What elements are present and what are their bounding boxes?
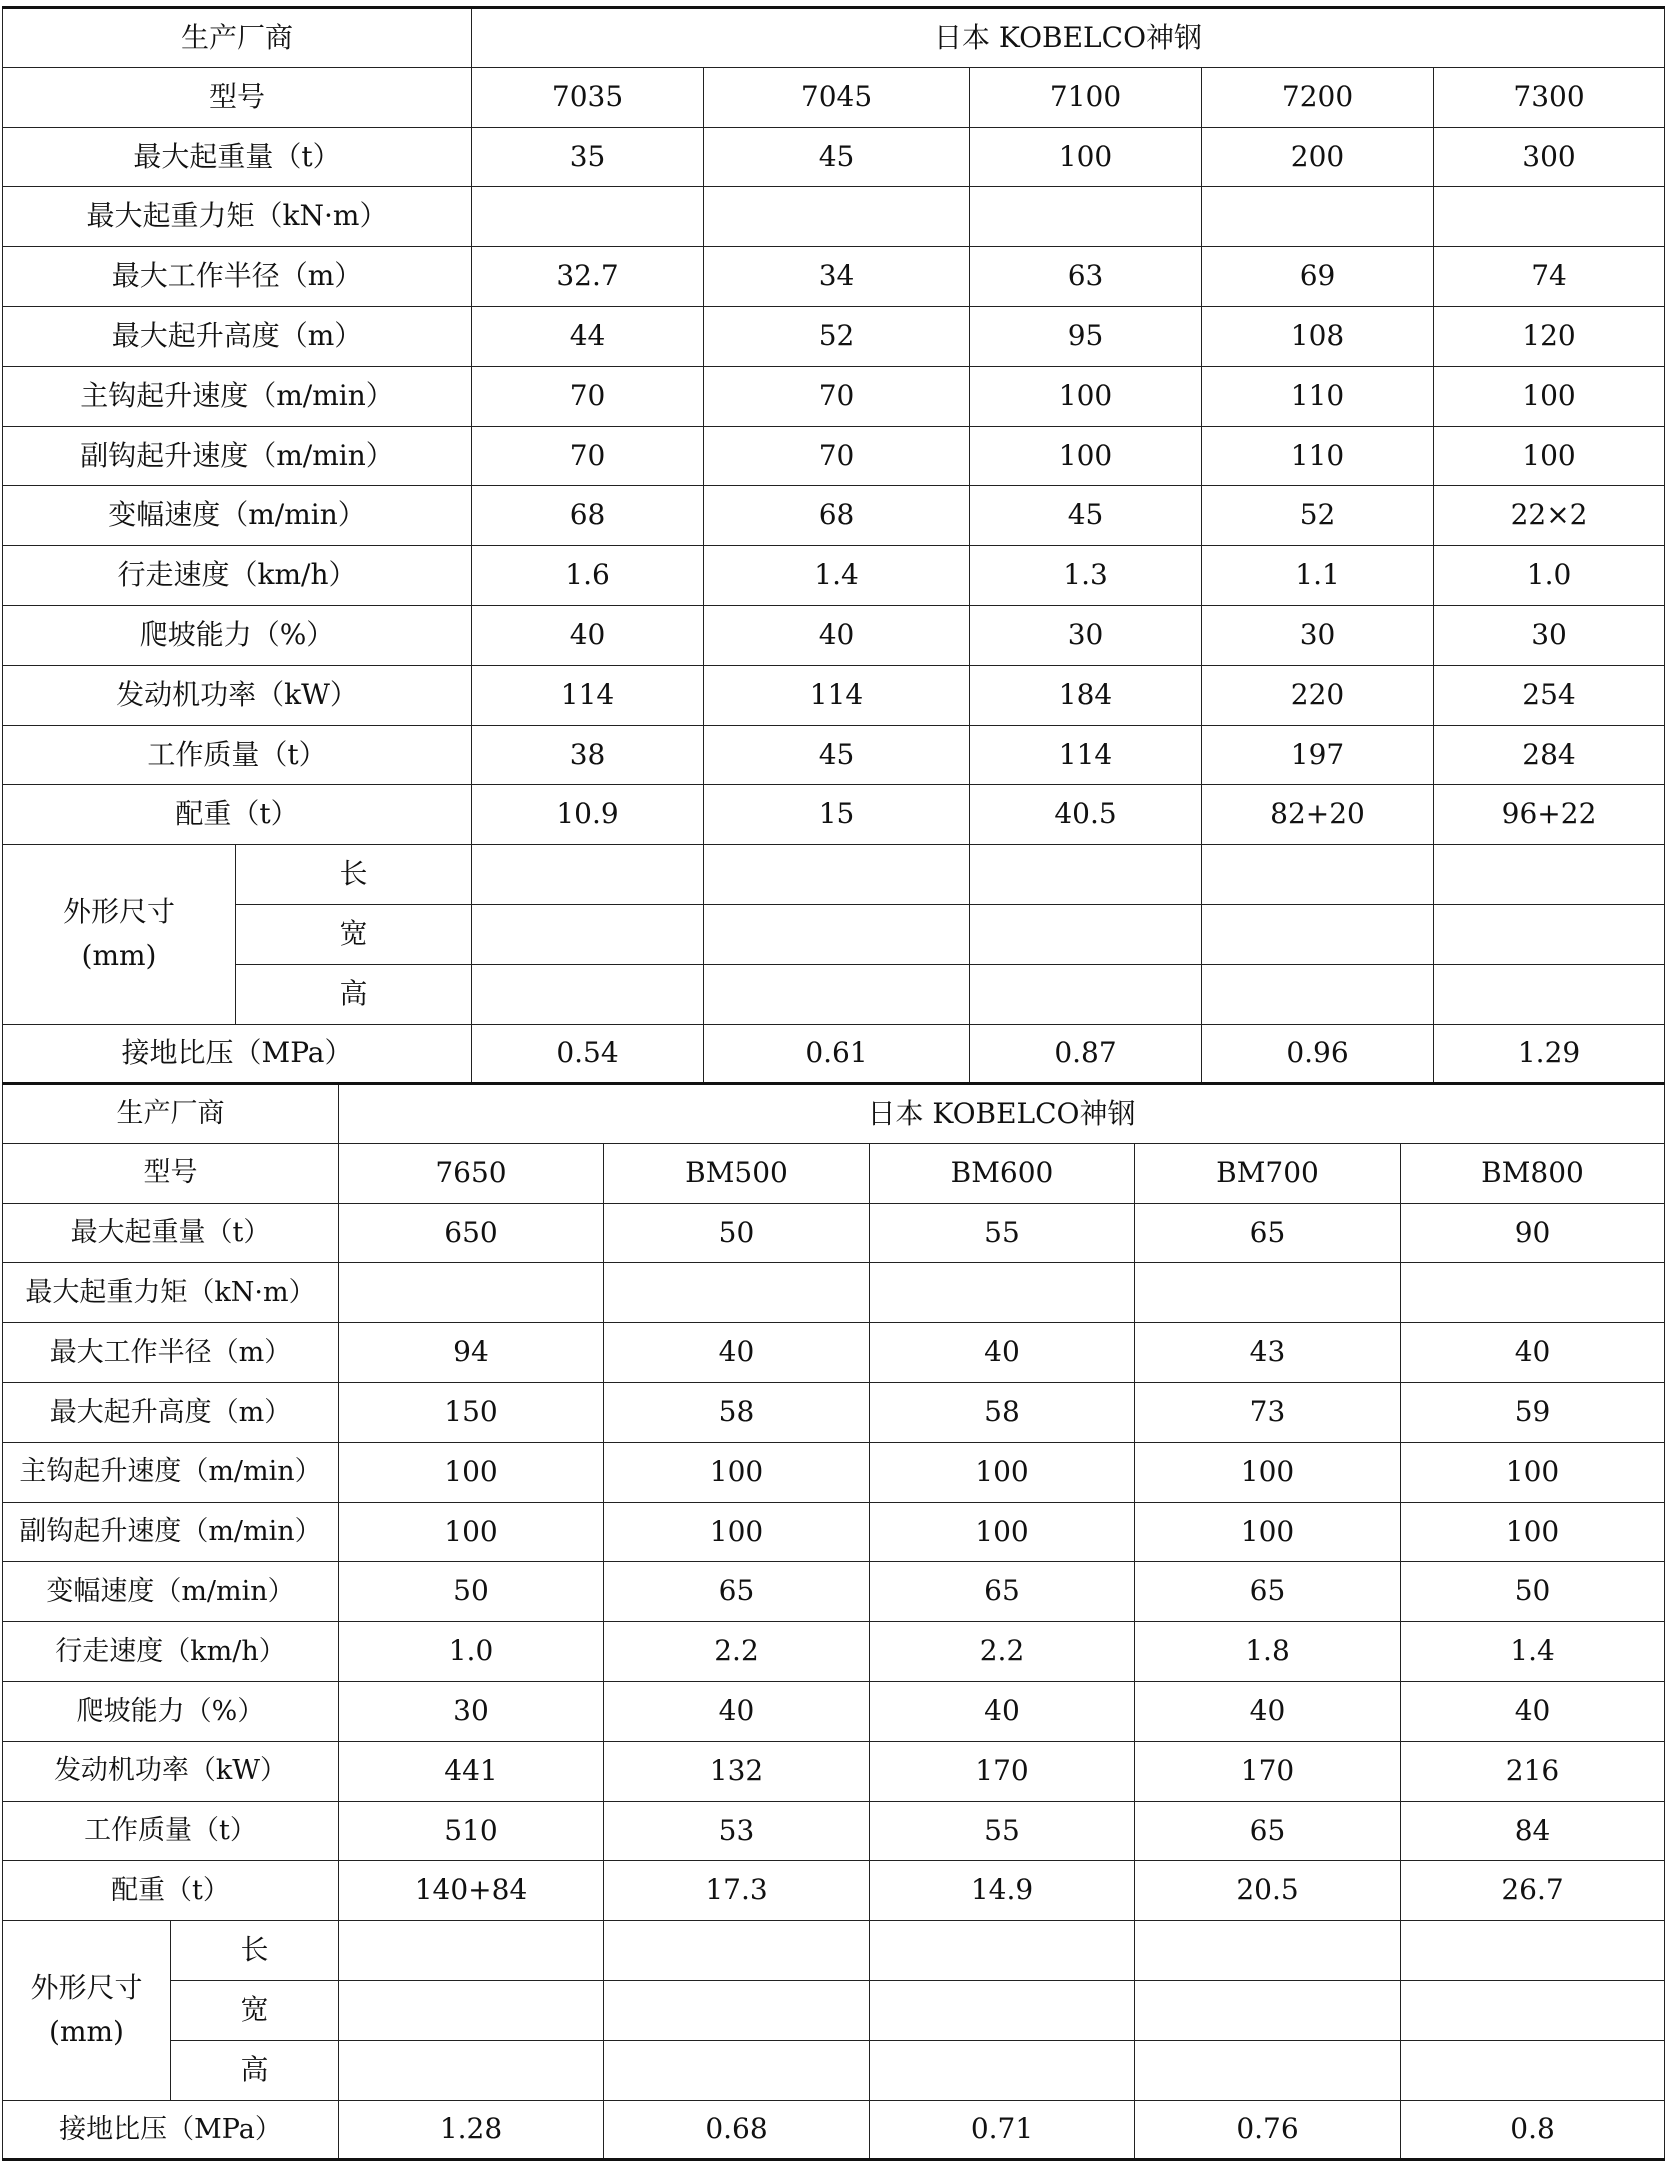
dimensions-unit: (mm) bbox=[81, 939, 157, 973]
dimension-sub-label: 长 bbox=[171, 1921, 339, 1981]
table-row bbox=[3, 1801, 1665, 1861]
manufacturer-label: 生产厂商 bbox=[3, 8, 472, 68]
model-cell: 7035 bbox=[472, 67, 704, 127]
table-row bbox=[3, 1203, 1665, 1263]
value-cell: 100 bbox=[339, 1502, 604, 1562]
row-label: 最大工作半径（m） bbox=[3, 1323, 339, 1383]
row-label: 变幅速度（m/min） bbox=[3, 1562, 339, 1622]
model-row bbox=[3, 1143, 1665, 1203]
table-row bbox=[3, 1442, 1665, 1502]
row-label: 发动机功率（kW） bbox=[3, 665, 472, 725]
value-cell: 150 bbox=[339, 1382, 604, 1442]
value-cell bbox=[1202, 964, 1434, 1024]
value-cell: 100 bbox=[1434, 426, 1665, 486]
value-cell: 10.9 bbox=[472, 785, 704, 845]
value-cell: 70 bbox=[704, 426, 970, 486]
table-row bbox=[3, 1861, 1665, 1921]
value-cell: 0.8 bbox=[1401, 2100, 1665, 2160]
table-body bbox=[3, 8, 1665, 1084]
dimension-row bbox=[3, 1980, 1665, 2040]
value-cell bbox=[604, 1980, 870, 2040]
value-cell: 53 bbox=[604, 1801, 870, 1861]
value-cell: 170 bbox=[870, 1741, 1135, 1801]
value-cell: 50 bbox=[1401, 1562, 1665, 1622]
model-label: 型号 bbox=[3, 1143, 339, 1203]
value-cell: 100 bbox=[1401, 1442, 1665, 1502]
value-cell bbox=[339, 1263, 604, 1323]
value-cell: 100 bbox=[604, 1442, 870, 1502]
value-cell: 30 bbox=[1434, 605, 1665, 665]
model-cell: 7045 bbox=[704, 67, 970, 127]
model-row bbox=[3, 67, 1665, 127]
value-cell bbox=[870, 1980, 1135, 2040]
row-label: 最大起重力矩（kN·m） bbox=[3, 187, 472, 247]
value-cell bbox=[604, 1921, 870, 1981]
value-cell: 100 bbox=[970, 366, 1202, 426]
value-cell: 22×2 bbox=[1434, 486, 1665, 546]
table-row bbox=[3, 1382, 1665, 1442]
table-body bbox=[3, 1084, 1665, 2160]
value-cell: 108 bbox=[1202, 306, 1434, 366]
row-label: 工作质量（t） bbox=[3, 725, 472, 785]
value-cell: 0.54 bbox=[472, 1024, 704, 1084]
value-cell: 1.6 bbox=[472, 546, 704, 606]
value-cell: 184 bbox=[970, 665, 1202, 725]
value-cell: 43 bbox=[1135, 1323, 1401, 1383]
value-cell: 26.7 bbox=[1401, 1861, 1665, 1921]
value-cell: 284 bbox=[1434, 725, 1665, 785]
value-cell: 70 bbox=[472, 426, 704, 486]
value-cell: 216 bbox=[1401, 1741, 1665, 1801]
value-cell bbox=[472, 845, 704, 905]
pressure-row bbox=[3, 2100, 1665, 2160]
dimension-sub-label: 宽 bbox=[236, 904, 472, 964]
row-label: 行走速度（km/h） bbox=[3, 1622, 339, 1682]
value-cell: 40 bbox=[1401, 1681, 1665, 1741]
table-row bbox=[3, 247, 1665, 307]
value-cell: 441 bbox=[339, 1741, 604, 1801]
table-row bbox=[3, 426, 1665, 486]
value-cell: 1.29 bbox=[1434, 1024, 1665, 1084]
dimension-sub-label: 宽 bbox=[171, 1980, 339, 2040]
value-cell bbox=[970, 845, 1202, 905]
table-row bbox=[3, 665, 1665, 725]
value-cell: 2.2 bbox=[870, 1622, 1135, 1682]
dimension-row bbox=[3, 845, 1665, 905]
value-cell: 100 bbox=[339, 1442, 604, 1502]
value-cell: 65 bbox=[604, 1562, 870, 1622]
value-cell: 510 bbox=[339, 1801, 604, 1861]
value-cell: 40 bbox=[604, 1323, 870, 1383]
model-cell: BM500 bbox=[604, 1143, 870, 1203]
value-cell: 73 bbox=[1135, 1382, 1401, 1442]
value-cell: 40 bbox=[1401, 1323, 1665, 1383]
value-cell: 44 bbox=[472, 306, 704, 366]
manufacturer-row bbox=[3, 1084, 1665, 1144]
value-cell: 52 bbox=[704, 306, 970, 366]
value-cell: 0.71 bbox=[870, 2100, 1135, 2160]
manufacturer-label: 生产厂商 bbox=[3, 1084, 339, 1144]
pressure-label: 接地比压（MPa） bbox=[3, 2100, 339, 2160]
value-cell: 14.9 bbox=[870, 1861, 1135, 1921]
row-label: 最大工作半径（m） bbox=[3, 247, 472, 307]
table-row bbox=[3, 546, 1665, 606]
value-cell: 70 bbox=[704, 366, 970, 426]
value-cell: 1.0 bbox=[1434, 546, 1665, 606]
value-cell: 96+22 bbox=[1434, 785, 1665, 845]
value-cell bbox=[1401, 1980, 1665, 2040]
value-cell bbox=[1135, 1263, 1401, 1323]
value-cell bbox=[604, 1263, 870, 1323]
row-label: 发动机功率（kW） bbox=[3, 1741, 339, 1801]
value-cell: 68 bbox=[704, 486, 970, 546]
value-cell: 58 bbox=[604, 1382, 870, 1442]
value-cell bbox=[970, 964, 1202, 1024]
row-label: 配重（t） bbox=[3, 1861, 339, 1921]
model-cell: BM700 bbox=[1135, 1143, 1401, 1203]
value-cell: 50 bbox=[604, 1203, 870, 1263]
value-cell: 40 bbox=[704, 605, 970, 665]
value-cell: 34 bbox=[704, 247, 970, 307]
value-cell bbox=[1434, 187, 1665, 247]
value-cell: 114 bbox=[472, 665, 704, 725]
value-cell: 114 bbox=[970, 725, 1202, 785]
value-cell: 55 bbox=[870, 1203, 1135, 1263]
table-row bbox=[3, 725, 1665, 785]
row-label: 最大起升高度（m） bbox=[3, 1382, 339, 1442]
value-cell bbox=[1434, 904, 1665, 964]
value-cell: 254 bbox=[1434, 665, 1665, 725]
value-cell: 30 bbox=[970, 605, 1202, 665]
value-cell: 100 bbox=[1401, 1502, 1665, 1562]
value-cell: 110 bbox=[1202, 366, 1434, 426]
value-cell: 52 bbox=[1202, 486, 1434, 546]
value-cell: 94 bbox=[339, 1323, 604, 1383]
value-cell: 74 bbox=[1434, 247, 1665, 307]
value-cell: 197 bbox=[1202, 725, 1434, 785]
value-cell: 140+84 bbox=[339, 1861, 604, 1921]
table-row bbox=[3, 1681, 1665, 1741]
value-cell: 69 bbox=[1202, 247, 1434, 307]
value-cell: 40 bbox=[870, 1323, 1135, 1383]
value-cell bbox=[1434, 964, 1665, 1024]
value-cell: 30 bbox=[339, 1681, 604, 1741]
row-label: 副钩起升速度（m/min） bbox=[3, 1502, 339, 1562]
dimension-row bbox=[3, 1921, 1665, 1981]
value-cell: 0.68 bbox=[604, 2100, 870, 2160]
value-cell: 114 bbox=[704, 665, 970, 725]
value-cell: 200 bbox=[1202, 127, 1434, 187]
dimension-sub-label: 长 bbox=[236, 845, 472, 905]
value-cell: 170 bbox=[1135, 1741, 1401, 1801]
row-label: 变幅速度（m/min） bbox=[3, 486, 472, 546]
dimensions-label bbox=[3, 1921, 171, 2100]
value-cell: 40 bbox=[472, 605, 704, 665]
value-cell: 100 bbox=[1434, 366, 1665, 426]
table-row bbox=[3, 605, 1665, 665]
dimensions-label bbox=[3, 845, 236, 1024]
value-cell bbox=[339, 1921, 604, 1981]
row-label: 最大起升高度（m） bbox=[3, 306, 472, 366]
value-cell: 1.0 bbox=[339, 1622, 604, 1682]
model-cell: 7300 bbox=[1434, 67, 1665, 127]
value-cell: 65 bbox=[1135, 1562, 1401, 1622]
value-cell: 0.61 bbox=[704, 1024, 970, 1084]
value-cell bbox=[1135, 1980, 1401, 2040]
value-cell: 55 bbox=[870, 1801, 1135, 1861]
dimensions-unit: (mm) bbox=[49, 2015, 124, 2049]
model-cell: 7100 bbox=[970, 67, 1202, 127]
value-cell bbox=[704, 964, 970, 1024]
value-cell: 40 bbox=[604, 1681, 870, 1741]
value-cell: 120 bbox=[1434, 306, 1665, 366]
value-cell: 84 bbox=[1401, 1801, 1665, 1861]
value-cell bbox=[704, 187, 970, 247]
value-cell bbox=[1202, 904, 1434, 964]
value-cell: 65 bbox=[1135, 1801, 1401, 1861]
value-cell: 1.1 bbox=[1202, 546, 1434, 606]
value-cell bbox=[1135, 2040, 1401, 2100]
dimension-sub-label: 高 bbox=[171, 2040, 339, 2100]
value-cell: 63 bbox=[970, 247, 1202, 307]
value-cell: 59 bbox=[1401, 1382, 1665, 1442]
table-row bbox=[3, 1622, 1665, 1682]
dimension-row bbox=[3, 904, 1665, 964]
value-cell: 0.87 bbox=[970, 1024, 1202, 1084]
value-cell: 220 bbox=[1202, 665, 1434, 725]
value-cell: 40 bbox=[1135, 1681, 1401, 1741]
row-label: 最大起重量（t） bbox=[3, 1203, 339, 1263]
value-cell: 15 bbox=[704, 785, 970, 845]
value-cell: 17.3 bbox=[604, 1861, 870, 1921]
table-row bbox=[3, 1323, 1665, 1383]
value-cell bbox=[339, 2040, 604, 2100]
value-cell: 45 bbox=[970, 486, 1202, 546]
crane-spec-table-2 bbox=[2, 1082, 1665, 2161]
value-cell: 58 bbox=[870, 1382, 1135, 1442]
value-cell: 35 bbox=[472, 127, 704, 187]
value-cell bbox=[1202, 187, 1434, 247]
pressure-label: 接地比压（MPa） bbox=[3, 1024, 472, 1084]
value-cell: 32.7 bbox=[472, 247, 704, 307]
table-row bbox=[3, 127, 1665, 187]
value-cell bbox=[704, 904, 970, 964]
model-label: 型号 bbox=[3, 67, 472, 127]
value-cell bbox=[604, 2040, 870, 2100]
dimension-row bbox=[3, 964, 1665, 1024]
value-cell bbox=[870, 1263, 1135, 1323]
manufacturer-name: 日本 KOBELCO神钢 bbox=[339, 1084, 1665, 1144]
crane-spec-table-1 bbox=[2, 6, 1665, 1085]
row-label: 最大起重量（t） bbox=[3, 127, 472, 187]
value-cell: 100 bbox=[870, 1502, 1135, 1562]
value-cell: 100 bbox=[604, 1502, 870, 1562]
value-cell: 100 bbox=[1135, 1442, 1401, 1502]
value-cell: 110 bbox=[1202, 426, 1434, 486]
table-row bbox=[3, 187, 1665, 247]
value-cell: 45 bbox=[704, 127, 970, 187]
value-cell: 100 bbox=[970, 426, 1202, 486]
value-cell: 132 bbox=[604, 1741, 870, 1801]
value-cell bbox=[970, 904, 1202, 964]
value-cell: 100 bbox=[870, 1442, 1135, 1502]
table-row bbox=[3, 1263, 1665, 1323]
value-cell: 65 bbox=[870, 1562, 1135, 1622]
dimensions-title: 外形尺寸 bbox=[30, 1970, 143, 2004]
value-cell bbox=[472, 187, 704, 247]
value-cell: 65 bbox=[1135, 1203, 1401, 1263]
value-cell bbox=[472, 964, 704, 1024]
value-cell: 20.5 bbox=[1135, 1861, 1401, 1921]
value-cell bbox=[870, 1921, 1135, 1981]
value-cell: 45 bbox=[704, 725, 970, 785]
row-label: 主钩起升速度（m/min） bbox=[3, 1442, 339, 1502]
value-cell: 0.76 bbox=[1135, 2100, 1401, 2160]
value-cell bbox=[704, 845, 970, 905]
value-cell bbox=[1434, 845, 1665, 905]
value-cell: 1.4 bbox=[704, 546, 970, 606]
dimensions-title: 外形尺寸 bbox=[62, 894, 175, 928]
value-cell bbox=[1401, 2040, 1665, 2100]
value-cell bbox=[1135, 1921, 1401, 1981]
value-cell bbox=[1401, 1263, 1665, 1323]
value-cell: 0.96 bbox=[1202, 1024, 1434, 1084]
row-label: 最大起重力矩（kN·m） bbox=[3, 1263, 339, 1323]
row-label: 配重（t） bbox=[3, 785, 472, 845]
value-cell bbox=[1202, 845, 1434, 905]
manufacturer-name: 日本 KOBELCO神钢 bbox=[472, 8, 1665, 68]
row-label: 主钩起升速度（m/min） bbox=[3, 366, 472, 426]
value-cell: 40.5 bbox=[970, 785, 1202, 845]
row-label: 行走速度（km/h） bbox=[3, 546, 472, 606]
value-cell bbox=[472, 904, 704, 964]
value-cell: 1.3 bbox=[970, 546, 1202, 606]
value-cell: 30 bbox=[1202, 605, 1434, 665]
value-cell: 100 bbox=[970, 127, 1202, 187]
value-cell: 2.2 bbox=[604, 1622, 870, 1682]
row-label: 爬坡能力（%） bbox=[3, 605, 472, 665]
value-cell bbox=[339, 1980, 604, 2040]
value-cell: 50 bbox=[339, 1562, 604, 1622]
model-cell: 7200 bbox=[1202, 67, 1434, 127]
model-cell: 7650 bbox=[339, 1143, 604, 1203]
model-cell: BM800 bbox=[1401, 1143, 1665, 1203]
value-cell: 82+20 bbox=[1202, 785, 1434, 845]
value-cell: 40 bbox=[870, 1681, 1135, 1741]
value-cell: 38 bbox=[472, 725, 704, 785]
table-row bbox=[3, 785, 1665, 845]
value-cell bbox=[1401, 1921, 1665, 1981]
table-row bbox=[3, 1741, 1665, 1801]
row-label: 爬坡能力（%） bbox=[3, 1681, 339, 1741]
value-cell: 1.4 bbox=[1401, 1622, 1665, 1682]
table-row bbox=[3, 486, 1665, 546]
value-cell: 70 bbox=[472, 366, 704, 426]
dimension-row bbox=[3, 2040, 1665, 2100]
table-row bbox=[3, 366, 1665, 426]
row-label: 副钩起升速度（m/min） bbox=[3, 426, 472, 486]
table-row bbox=[3, 1562, 1665, 1622]
pressure-row bbox=[3, 1024, 1665, 1084]
value-cell bbox=[970, 187, 1202, 247]
value-cell: 68 bbox=[472, 486, 704, 546]
value-cell: 90 bbox=[1401, 1203, 1665, 1263]
value-cell: 300 bbox=[1434, 127, 1665, 187]
value-cell: 650 bbox=[339, 1203, 604, 1263]
manufacturer-row bbox=[3, 8, 1665, 68]
table-row bbox=[3, 306, 1665, 366]
value-cell bbox=[870, 2040, 1135, 2100]
table-row bbox=[3, 1502, 1665, 1562]
value-cell: 95 bbox=[970, 306, 1202, 366]
row-label: 工作质量（t） bbox=[3, 1801, 339, 1861]
dimension-sub-label: 高 bbox=[236, 964, 472, 1024]
value-cell: 1.28 bbox=[339, 2100, 604, 2160]
model-cell: BM600 bbox=[870, 1143, 1135, 1203]
value-cell: 1.8 bbox=[1135, 1622, 1401, 1682]
value-cell: 100 bbox=[1135, 1502, 1401, 1562]
